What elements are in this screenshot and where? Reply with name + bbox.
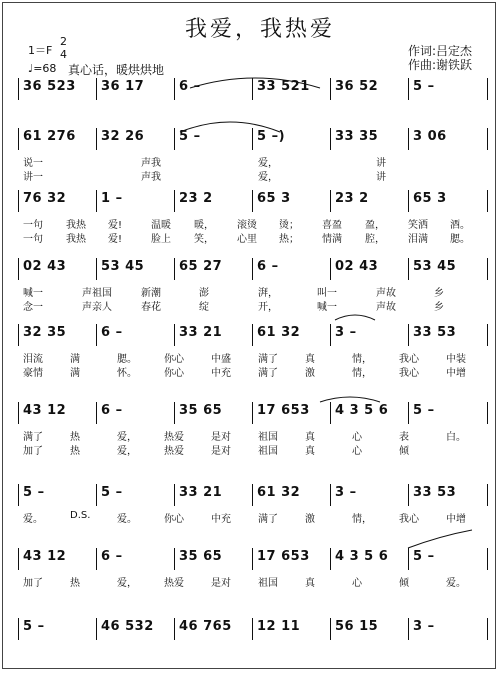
lyric-line (18, 168, 488, 181)
measure-notes: 23 2 (179, 191, 213, 206)
bar-line (174, 128, 175, 150)
bar-line (174, 548, 175, 570)
lyric-word: 我心 (399, 354, 419, 365)
measure-notes: 35 65 (179, 549, 223, 564)
lyric-word: 加了 (23, 446, 43, 457)
lyric-word: 叫一 (317, 288, 337, 299)
measure-notes: 36 523 (23, 79, 76, 94)
bar-line (96, 128, 97, 150)
bar-line (96, 548, 97, 570)
lyric-word: 满了 (258, 354, 278, 365)
lyric-word: 心里 (237, 234, 257, 245)
lyric-word: 声亲人 (82, 302, 112, 313)
measure-notes: 33 21 (179, 485, 223, 500)
lyric-word: 爱， (117, 578, 137, 589)
lyric-word: 祖国 (258, 446, 278, 457)
bar-line (18, 190, 19, 212)
measure-notes: 4 3 5 6 (335, 403, 389, 418)
lyric-word: 湃， (258, 288, 278, 299)
lyric-word: 温暖 (151, 220, 171, 231)
bar-line (252, 128, 253, 150)
lyric-word: 中增 (446, 514, 466, 525)
bar-line (408, 128, 409, 150)
lyric-word: 白。 (446, 432, 466, 443)
lyric-word: 讲一 (23, 172, 43, 183)
measure-notes: 5 – (413, 403, 435, 418)
bar-line (174, 402, 175, 424)
composer-credit: 作曲:谢铁跃 (408, 58, 473, 72)
lyric-word: 我心 (399, 514, 419, 525)
lyric-word: 爱。 (117, 514, 137, 525)
bar-line (252, 190, 253, 212)
lyric-word: 心 (352, 446, 362, 457)
bar-line (330, 484, 331, 506)
lyric-word: 豪情 (23, 368, 43, 379)
lyric-word: 满了 (258, 368, 278, 379)
lyric-word: 表 (399, 432, 409, 443)
measure-notes: 35 65 (179, 403, 223, 418)
measure-notes: 32 35 (23, 325, 67, 340)
bar-line (408, 190, 409, 212)
lyric-word: 真 (305, 354, 315, 365)
bar-line (174, 618, 175, 640)
time-signature-bottom: 4 (60, 48, 67, 61)
bar-line (408, 402, 409, 424)
bar-line (330, 402, 331, 424)
bar-line (252, 402, 253, 424)
measure-notes: 32 26 (101, 129, 145, 144)
bar-line (330, 78, 331, 100)
score-row (18, 128, 488, 152)
measure-notes: 1 – (101, 191, 123, 206)
measure-notes: 5 – (23, 485, 45, 500)
lyric-word: 情， (352, 354, 372, 365)
measure-notes: 02 43 (335, 259, 379, 274)
lyric-line (18, 442, 488, 455)
lyric-line (18, 230, 488, 243)
measure-notes: 61 32 (257, 325, 301, 340)
lyric-word: 祖国 (258, 432, 278, 443)
lyric-word: 激 (305, 368, 315, 379)
measure-notes: 53 45 (413, 259, 457, 274)
lyric-word: 爱! (108, 234, 123, 245)
measure-notes: 46 765 (179, 619, 232, 634)
bar-line (18, 402, 19, 424)
measure-notes: 76 32 (23, 191, 67, 206)
measure-notes: 4 3 5 6 (335, 549, 389, 564)
lyric-word: 爱! (108, 220, 123, 231)
lyric-word: 加了 (23, 578, 43, 589)
lyric-line (18, 154, 488, 167)
lyric-word: 腔， (365, 234, 385, 245)
measure-notes: 61 32 (257, 485, 301, 500)
measure-notes: 5 –) (257, 129, 286, 144)
measure-notes: 53 45 (101, 259, 145, 274)
measure-notes: 6 – (101, 403, 123, 418)
measure-notes: 36 52 (335, 79, 379, 94)
bar-line (408, 618, 409, 640)
measure-notes: 65 3 (413, 191, 447, 206)
lyric-word: 真 (305, 432, 315, 443)
lyric-word: 爱， (117, 432, 137, 443)
bar-line (330, 258, 331, 280)
lyric-word: 情满 (322, 234, 342, 245)
lyric-word: 说一 (23, 158, 43, 169)
bar-line (96, 258, 97, 280)
bar-line (18, 258, 19, 280)
lyricist-credit: 作词:吕定杰 (408, 44, 473, 58)
lyric-word: 是对 (211, 578, 231, 589)
measure-notes: 43 12 (23, 403, 67, 418)
bar-line (18, 618, 19, 640)
lyric-word: 我热 (66, 220, 86, 231)
score-row (18, 190, 488, 214)
lyric-word: 热 (70, 446, 80, 457)
lyric-line (18, 364, 488, 377)
lyric-word: 暖， (194, 220, 214, 231)
lyric-word: 声我 (141, 172, 161, 183)
bar-line (96, 402, 97, 424)
bar-line (487, 548, 488, 570)
lyric-word: 声我 (141, 158, 161, 169)
bar-line (408, 78, 409, 100)
lyric-word: 春花 (141, 302, 161, 313)
bar-line (408, 258, 409, 280)
bar-line (18, 324, 19, 346)
lyric-word: 声祖国 (82, 288, 112, 299)
bar-line (408, 548, 409, 570)
bar-line (96, 324, 97, 346)
measure-notes: 65 27 (179, 259, 223, 274)
measure-notes: 6 – (101, 549, 123, 564)
bar-line (487, 78, 488, 100)
bar-line (252, 484, 253, 506)
bar-line (96, 484, 97, 506)
lyric-word: 脸上 (151, 234, 171, 245)
lyric-word: 我热 (66, 234, 86, 245)
bar-line (174, 258, 175, 280)
measure-notes: 6 – (101, 325, 123, 340)
lyric-word: 酒。 (450, 220, 470, 231)
lyric-word: 热 (70, 432, 80, 443)
lyric-word: 爱。 (23, 514, 43, 525)
score-row (18, 618, 488, 642)
lyric-word: 盈， (365, 220, 385, 231)
measure-notes: 6 – (257, 259, 279, 274)
lyric-word: 喜盈 (322, 220, 342, 231)
lyric-word: 乡 (434, 302, 444, 313)
bar-line (487, 618, 488, 640)
expression-mark: 真心话，暖烘烘地 (68, 63, 165, 77)
bar-line (252, 78, 253, 100)
tempo-mark: ♩=68 (28, 62, 57, 75)
lyric-word: 烫； (279, 220, 299, 231)
measure-notes: 23 2 (335, 191, 369, 206)
measure-notes: 17 653 (257, 403, 310, 418)
lyric-word: 满 (70, 368, 80, 379)
lyric-word: 泪流 (23, 354, 43, 365)
bar-line (18, 128, 19, 150)
lyric-word: 心 (352, 432, 362, 443)
lyric-word: 是对 (211, 432, 231, 443)
bar-line (487, 484, 488, 506)
measure-notes: 43 12 (23, 549, 67, 564)
bar-line (330, 618, 331, 640)
lyric-word: 声故 (376, 288, 396, 299)
bar-line (408, 324, 409, 346)
lyric-line (18, 216, 488, 229)
lyric-word: 心 (352, 578, 362, 589)
lyric-word: 激 (305, 514, 315, 525)
lyric-word: 中充 (211, 514, 231, 525)
lyric-word: 一句 (23, 220, 43, 231)
lyric-word: 乡 (434, 288, 444, 299)
bar-line (487, 402, 488, 424)
bar-line (252, 618, 253, 640)
lyric-word: 我心 (399, 368, 419, 379)
measure-notes: 12 11 (257, 619, 301, 634)
score-row (18, 258, 488, 282)
lyric-word: 满了 (23, 432, 43, 443)
measure-notes: 6 – (179, 79, 201, 94)
lyric-word: 讲 (376, 158, 386, 169)
lyric-word: 倾 (399, 446, 409, 457)
measure-notes: 33 35 (335, 129, 379, 144)
bar-line (487, 258, 488, 280)
score-row (18, 548, 488, 572)
lyric-word: 满了 (258, 514, 278, 525)
lyric-word: 热 (70, 578, 80, 589)
lyric-line (18, 350, 488, 363)
measure-notes: 33 521 (257, 79, 310, 94)
key-signature: 1＝F (28, 44, 53, 57)
lyric-word: 澎 (199, 288, 209, 299)
lyric-word: 中增 (446, 368, 466, 379)
lyric-word: 怀。 (117, 368, 137, 379)
lyric-word: 你心 (164, 354, 184, 365)
lyric-word: 绽 (199, 302, 209, 313)
bar-line (330, 190, 331, 212)
lyric-line (18, 428, 488, 441)
lyric-word: 泪满 (408, 234, 428, 245)
lyric-word: 祖国 (258, 578, 278, 589)
lyric-word: 中充 (211, 368, 231, 379)
bar-line (330, 128, 331, 150)
bar-line (252, 324, 253, 346)
lyric-word: 热爱 (164, 578, 184, 589)
lyric-line (18, 574, 488, 587)
bar-line (252, 548, 253, 570)
lyric-word: 你心 (164, 514, 184, 525)
score-row (18, 484, 488, 508)
measure-notes: 5 – (413, 79, 435, 94)
measure-notes: 46 532 (101, 619, 154, 634)
lyric-word: 情， (352, 514, 372, 525)
bar-line (18, 78, 19, 100)
lyric-word: 情， (352, 368, 372, 379)
lyric-word: 腮。 (450, 234, 470, 245)
measure-notes: 56 15 (335, 619, 379, 634)
bar-line (174, 78, 175, 100)
bar-line (487, 324, 488, 346)
measure-notes: 33 21 (179, 325, 223, 340)
measure-notes: 5 – (413, 549, 435, 564)
page-title: 我爱，我热爱 (185, 17, 336, 42)
lyric-word: 笑， (194, 234, 214, 245)
lyric-word: 热； (279, 234, 299, 245)
time-signature-top: 2 (60, 35, 67, 48)
lyric-word: 开， (258, 302, 278, 313)
lyric-word: 念一 (23, 302, 43, 313)
lyric-word: 真 (305, 446, 315, 457)
bar-line (96, 190, 97, 212)
bar-line (174, 484, 175, 506)
lyric-word: 爱。 (446, 578, 466, 589)
bar-line (408, 484, 409, 506)
lyric-word: 喊一 (23, 288, 43, 299)
lyric-word: 笑洒 (408, 220, 428, 231)
lyric-word: 倾 (399, 578, 409, 589)
measure-notes: 3 – (335, 325, 357, 340)
bar-line (174, 190, 175, 212)
score-row (18, 324, 488, 348)
lyric-word: 是对 (211, 446, 231, 457)
measure-notes: 5 – (179, 129, 201, 144)
lyric-word: 热爱 (164, 432, 184, 443)
measure-notes: 33 53 (413, 325, 457, 340)
lyric-word: 中装 (446, 354, 466, 365)
measure-notes: 5 – (101, 485, 123, 500)
lyric-word: 热爱 (164, 446, 184, 457)
measure-notes: 61 276 (23, 129, 76, 144)
measure-notes: 3 – (335, 485, 357, 500)
bar-line (18, 548, 19, 570)
bar-line (487, 190, 488, 212)
bar-line (96, 78, 97, 100)
measure-notes: 02 43 (23, 259, 67, 274)
lyric-word: 真 (305, 578, 315, 589)
measure-notes: 17 653 (257, 549, 310, 564)
lyric-word: 满 (70, 354, 80, 365)
bar-line (252, 258, 253, 280)
lyric-word: 中盛 (211, 354, 231, 365)
lyric-word: 声故 (376, 302, 396, 313)
measure-notes: 33 53 (413, 485, 457, 500)
bar-line (330, 324, 331, 346)
lyric-word: 喊一 (317, 302, 337, 313)
bar-line (487, 128, 488, 150)
lyric-line (18, 298, 488, 311)
measure-notes: 5 – (23, 619, 45, 634)
measure-notes: 65 3 (257, 191, 291, 206)
bar-line (330, 548, 331, 570)
bar-line (174, 324, 175, 346)
lyric-line (18, 284, 488, 297)
bar-line (18, 484, 19, 506)
lyric-word: D.S. (70, 510, 91, 521)
lyric-line (18, 510, 488, 523)
lyric-word: 滚烫 (237, 220, 257, 231)
score-row (18, 402, 488, 426)
lyric-word: 腮。 (117, 354, 137, 365)
lyric-word: 你心 (164, 368, 184, 379)
lyric-word: 爱， (258, 158, 278, 169)
lyric-word: 新潮 (141, 288, 161, 299)
lyric-word: 讲 (376, 172, 386, 183)
measure-notes: 3 06 (413, 129, 447, 144)
lyric-word: 爱， (117, 446, 137, 457)
score-row (18, 78, 488, 102)
lyric-word: 爱， (258, 172, 278, 183)
measure-notes: 3 – (413, 619, 435, 634)
measure-notes: 36 17 (101, 79, 145, 94)
bar-line (96, 618, 97, 640)
lyric-word: 一句 (23, 234, 43, 245)
